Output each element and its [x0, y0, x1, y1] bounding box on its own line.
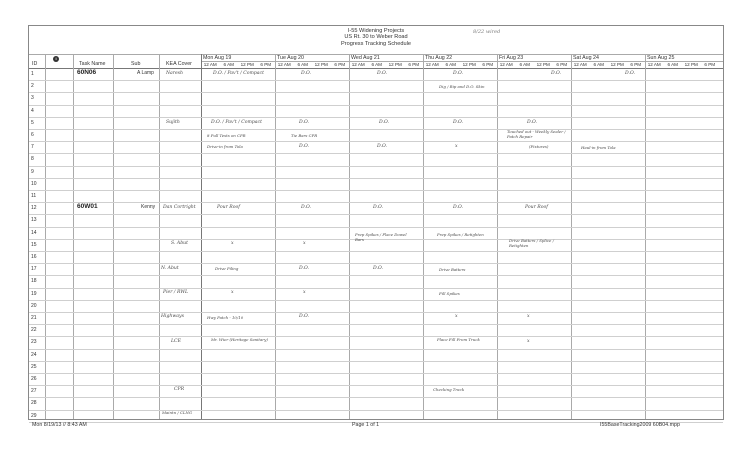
day-header-sat: Sat Aug 24 — [573, 55, 599, 61]
row-id: 21 — [31, 315, 37, 321]
row-id: 15 — [31, 241, 37, 248]
col-header-task-name: Task Name — [79, 61, 106, 67]
report-title — [29, 28, 723, 47]
row-id: 7 — [31, 144, 34, 151]
row-id: 25 — [31, 363, 37, 370]
entry-r7-tue: D.O. — [299, 144, 309, 149]
time-slot-header: 6 AM — [593, 62, 604, 67]
header-bottom-line — [29, 68, 723, 69]
time-slot-header: 12 PM — [536, 62, 550, 67]
task-name-60n06: 60N06 — [77, 69, 97, 76]
entry-r1-mon: D.O. / Pav't / Compact — [213, 71, 264, 76]
schedule-sheet — [28, 25, 724, 420]
entry-r6-fri: Touched out - Weekly Sealer / Patch Repair — [507, 129, 566, 139]
day-line-wed — [349, 54, 350, 419]
entry-r12-thu: D.O. — [453, 205, 463, 210]
entry-r12-fri: Pour Roof — [525, 205, 548, 210]
task-name-60w01: 60W01 — [77, 203, 98, 210]
col-line-info — [73, 54, 74, 419]
time-slot-header: 12 AM — [203, 62, 217, 67]
sub-kenny: Kenny — [141, 204, 156, 210]
entry-r15-tue: x — [303, 241, 306, 246]
day-header-mon: Mon Aug 19 — [203, 55, 232, 61]
time-slot-header: 6 PM — [408, 62, 420, 67]
row-line — [29, 336, 723, 337]
row-line — [29, 324, 723, 325]
row-line — [29, 251, 723, 252]
entry-r1-fri: D.O. — [551, 71, 561, 76]
time-slot-header: 6 AM — [445, 62, 456, 67]
row-line — [29, 141, 723, 142]
entry-r15-thu: Prep Spikes / Retighten — [437, 232, 484, 237]
kea-r5: Sujith — [166, 120, 180, 125]
col-line-kea — [201, 54, 202, 419]
time-slot-header: 12 AM — [277, 62, 291, 67]
row-line — [29, 80, 723, 81]
row-id: 28 — [31, 400, 37, 407]
kea-r19: Pier / RWL — [163, 290, 189, 295]
entry-r1-wed: D.O. — [377, 71, 387, 76]
row-line — [29, 105, 723, 106]
time-slot-header: 12 PM — [240, 62, 254, 67]
row-id: 3 — [31, 95, 34, 102]
entry-r21-fri: x — [527, 314, 530, 319]
row-line — [29, 214, 723, 215]
row-line — [29, 312, 723, 313]
handwritten-note: 8/22 wired — [473, 29, 501, 35]
entry-r1-thu: D.O. — [453, 71, 463, 76]
time-slot-header: 6 AM — [223, 62, 234, 67]
row-id: 1 — [31, 71, 34, 77]
row-id: 17 — [31, 266, 37, 273]
entry-r15-wed: Prep Spikes / Place Dowel Bars — [355, 232, 407, 242]
time-slot-header: 6 AM — [667, 62, 678, 67]
row-id: 11 — [31, 193, 37, 199]
row-line — [29, 288, 723, 289]
row-line — [29, 263, 723, 264]
entry-r21-mon: Hwy Patch - 10/10 — [207, 315, 244, 320]
entry-r5-wed: D.O. — [379, 120, 389, 125]
time-slot-header: 6 AM — [519, 62, 530, 67]
day-line-sun — [645, 54, 646, 419]
entry-r17-mon: Drive Piling — [215, 266, 239, 271]
entry-r5-fri: D.O. — [527, 120, 537, 125]
day-header-tue: Tue Aug 20 — [277, 55, 304, 61]
entry-r23-fri: x — [527, 339, 530, 344]
day-header-thu: Thu Aug 22 — [425, 55, 453, 61]
row-id: 10 — [31, 180, 37, 187]
day-line-fri — [497, 54, 498, 419]
title-line-3: Progress Tracking Schedule — [341, 40, 411, 47]
row-id: 4 — [31, 107, 34, 114]
entry-r5-tue: D.O. — [299, 120, 309, 125]
entry-r12-wed: D.O. — [373, 205, 383, 210]
entry-r12-tue: D.O. — [301, 205, 311, 210]
row-id: 2 — [31, 83, 34, 90]
row-id: 18 — [31, 278, 37, 285]
col-header-sub: Sub — [131, 61, 141, 67]
day-line-thu — [423, 54, 424, 419]
entry-r21-thu: x — [455, 314, 458, 319]
row-id: 24 — [31, 351, 37, 358]
entry-r27-thu: Checking Track — [433, 387, 465, 392]
time-slot-header: 6 PM — [482, 62, 494, 67]
entry-r1-sat: D.O. — [625, 71, 635, 76]
entry-r5-mon: D.O. / Pav't / Compact — [211, 120, 262, 125]
time-slot-header: 6 AM — [371, 62, 382, 67]
row-line — [29, 117, 723, 118]
entry-r6-tue: Tie Bars CPR — [291, 133, 318, 138]
time-slot-header: 12 PM — [610, 62, 624, 67]
time-slot-header: 6 AM — [297, 62, 308, 67]
title-line-2: US Rt. 30 to Weber Road — [344, 34, 408, 41]
row-line — [29, 153, 723, 154]
title-line-1: I-55 Widening Projects — [347, 28, 405, 34]
entry-r7-mon: Drive-in from Tola — [207, 144, 243, 149]
row-id: 8 — [31, 156, 34, 163]
row-line — [29, 385, 723, 386]
entry-r7-wed: D.O. — [377, 144, 387, 149]
kea-r15: S. Abut — [171, 241, 188, 246]
row-id: 26 — [31, 376, 37, 382]
row-line — [29, 129, 723, 130]
entry-r23-thu: Place Fill From Truck — [437, 337, 480, 342]
entry-r23-mon: Mr. Wier (Heritage Sanitary) — [211, 337, 268, 342]
time-slot-header: 12 PM — [462, 62, 476, 67]
day-line-sat — [571, 54, 572, 419]
col-header-id: ID — [32, 61, 38, 67]
time-slot-header: 12 PM — [388, 62, 402, 67]
row-id: 27 — [31, 388, 37, 395]
entry-r17-tue: D.O. — [299, 266, 309, 271]
kea-r17: N. Abut — [161, 266, 179, 271]
entry-r7-fri: (Fixtures) — [529, 144, 549, 149]
row-id: 13 — [31, 217, 37, 224]
time-slot-header: 12 AM — [647, 62, 661, 67]
row-line — [29, 300, 723, 301]
row-line — [29, 275, 723, 276]
row-id: 5 — [31, 119, 34, 126]
row-id: 23 — [31, 339, 37, 346]
entry-r6-mon: 8 Pull Tests on CPR — [207, 133, 246, 138]
row-line — [29, 166, 723, 167]
entry-r19-mon: x — [231, 290, 234, 295]
time-slot-header: 6 PM — [556, 62, 568, 67]
entry-r2-thu: Dig / Rip and D.O. Skin — [439, 84, 485, 89]
time-slot-header: 12 AM — [499, 62, 513, 67]
kea-r23: LCE — [171, 339, 181, 344]
row-id: 29 — [31, 412, 37, 419]
entry-r19-tue: x — [303, 290, 306, 295]
kea-r1: Naresh — [166, 71, 183, 76]
time-slot-header: 12 AM — [573, 62, 587, 67]
col-header-kea-cover: KEA Cover — [166, 61, 192, 67]
time-slot-header: 12 PM — [684, 62, 698, 67]
row-line — [29, 92, 723, 93]
time-slot-header: 6 PM — [334, 62, 346, 67]
row-line — [29, 361, 723, 362]
row-id: 22 — [31, 327, 37, 334]
footer-file: I55BaseTracking2009 60B04.mpp — [600, 422, 680, 428]
time-slot-header: 12 PM — [314, 62, 328, 67]
day-header-fri: Fri Aug 23 — [499, 55, 524, 61]
row-line — [29, 190, 723, 191]
kea-r27: CPR — [174, 387, 185, 392]
sub-a-lamp: A Lamp — [137, 70, 154, 76]
col-line-sub — [159, 54, 160, 419]
entry-r17-wed: D.O. — [373, 266, 383, 271]
row-line — [29, 227, 723, 228]
row-line — [29, 410, 723, 411]
day-header-wed: Wed Aug 21 — [351, 55, 380, 61]
entry-r15-fri: Drive Batters / Splice / Retighten — [509, 238, 554, 248]
entry-r21-tue: D.O. — [299, 314, 309, 319]
row-id: 20 — [31, 302, 37, 309]
entry-r7-sat: Haul-in from Tola — [581, 145, 616, 150]
entry-r17-thu: Drive Batters — [439, 267, 466, 272]
row-line — [29, 373, 723, 374]
row-id: 6 — [31, 132, 34, 138]
row-id: 12 — [31, 205, 37, 212]
time-slot-header: 6 PM — [630, 62, 642, 67]
row-line — [29, 178, 723, 179]
col-line-task — [113, 54, 114, 419]
row-id: 19 — [31, 290, 37, 297]
kea-r21: Highways — [161, 314, 184, 319]
info-icon: i — [53, 56, 59, 62]
day-header-sun: Sun Aug 25 — [647, 55, 675, 61]
row-id: 14 — [31, 229, 37, 236]
kea-r29: Maintn / CLNG — [162, 410, 192, 415]
col-line-id — [45, 54, 46, 419]
entry-r5-thu: D.O. — [453, 120, 463, 125]
row-line — [29, 349, 723, 350]
time-slot-header: 6 PM — [260, 62, 272, 67]
kea-r12: Dan Cortright — [163, 205, 196, 210]
entry-r15-mon: x — [231, 241, 234, 246]
footer-date: Mon 8/19/13 // 8:43 AM — [32, 422, 87, 428]
row-id: 16 — [31, 254, 37, 260]
day-line-tue — [275, 54, 276, 419]
time-slot-header: 6 PM — [704, 62, 716, 67]
entry-r7-thu: x — [455, 144, 458, 149]
footer-page: Page 1 of 1 — [352, 422, 380, 428]
row-line — [29, 202, 723, 203]
entry-r19-thu: Fill Spikes — [439, 291, 460, 296]
time-slot-header: 12 AM — [351, 62, 365, 67]
row-line — [29, 397, 723, 398]
time-slot-header: 12 AM — [425, 62, 439, 67]
row-id: 9 — [31, 168, 34, 175]
entry-r1-tue: D.O. — [301, 71, 311, 76]
entry-r12-mon: Pour Roof — [217, 205, 240, 210]
